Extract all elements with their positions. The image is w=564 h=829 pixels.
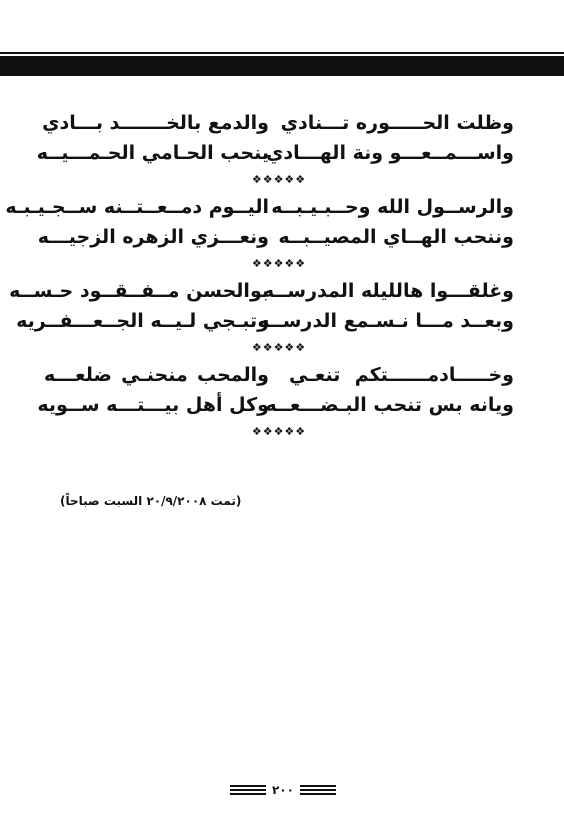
verse <box>37 222 514 252</box>
hemistich-left: ينحب الحـامي الحـمـــيــه <box>36 142 269 164</box>
hemistich-right: وظلت الحـــــوره تـــنادي <box>280 112 514 134</box>
hemistich-right: والرســول الله وحــبـيـبــه <box>271 196 514 218</box>
verse <box>37 390 514 420</box>
header-rule-thin <box>0 52 564 54</box>
hemistich-left: والدمع بالخـــــــد بـــادي <box>42 112 269 134</box>
stanza-1 <box>36 108 514 192</box>
stanza-4 <box>37 360 514 444</box>
hemistich-right: واســـمــعـــو ونة الهـــادي <box>265 142 514 164</box>
hemistich-right: وخـــــادمــــــتكم تنعـي <box>289 364 514 386</box>
page-footer <box>228 783 338 797</box>
verse <box>36 138 514 168</box>
hemistich-right: وبعــد مـــا نـسـمع الدرســه <box>258 310 514 332</box>
hemistich-left: ونعـــزي الزهره الزجيـــه <box>37 226 269 248</box>
verse <box>44 360 514 390</box>
stanza-separator: ❖❖❖❖❖ <box>251 257 307 270</box>
hemistich-left: وتبـجي لـيــه الجــعـــفــريه <box>16 310 269 332</box>
verse <box>5 192 514 222</box>
poem <box>5 108 514 444</box>
footer-rule-right <box>300 785 336 795</box>
stanza-2 <box>5 192 514 276</box>
header-rule-thick <box>0 56 564 76</box>
footer-rule-left <box>230 785 266 795</box>
page-number: ٢٠٠ <box>272 783 294 797</box>
stanza-separator: ❖❖❖❖❖ <box>251 425 307 438</box>
hemistich-right: وغلقـــوا هالليله المدرســه <box>262 280 514 302</box>
hemistich-left: والمحب منحنـي ضلعـــه <box>44 364 269 386</box>
verse <box>16 306 514 336</box>
stanza-separator: ❖❖❖❖❖ <box>251 173 307 186</box>
hemistich-left: اليــوم دمــعــتــنه ســجـيـبـه <box>5 196 269 218</box>
verse <box>9 276 514 306</box>
hemistich-right: وننحب الهــاي المصيــبــه <box>278 226 514 248</box>
verse <box>44 108 514 138</box>
hemistich-left: بوالحسن مــفــقــود حـســه <box>9 280 269 302</box>
stanza-3 <box>9 276 514 360</box>
stanza-separator: ❖❖❖❖❖ <box>251 341 307 354</box>
completion-date-note: (تمت ٢٠/٩/٢٠٠٨ السبت صباحاً) <box>60 494 242 508</box>
hemistich-left: وكل أهل بيـــتـــه ســويه <box>37 394 269 416</box>
hemistich-right: ويانه بس تنحب البـضـــعــه <box>265 394 514 416</box>
